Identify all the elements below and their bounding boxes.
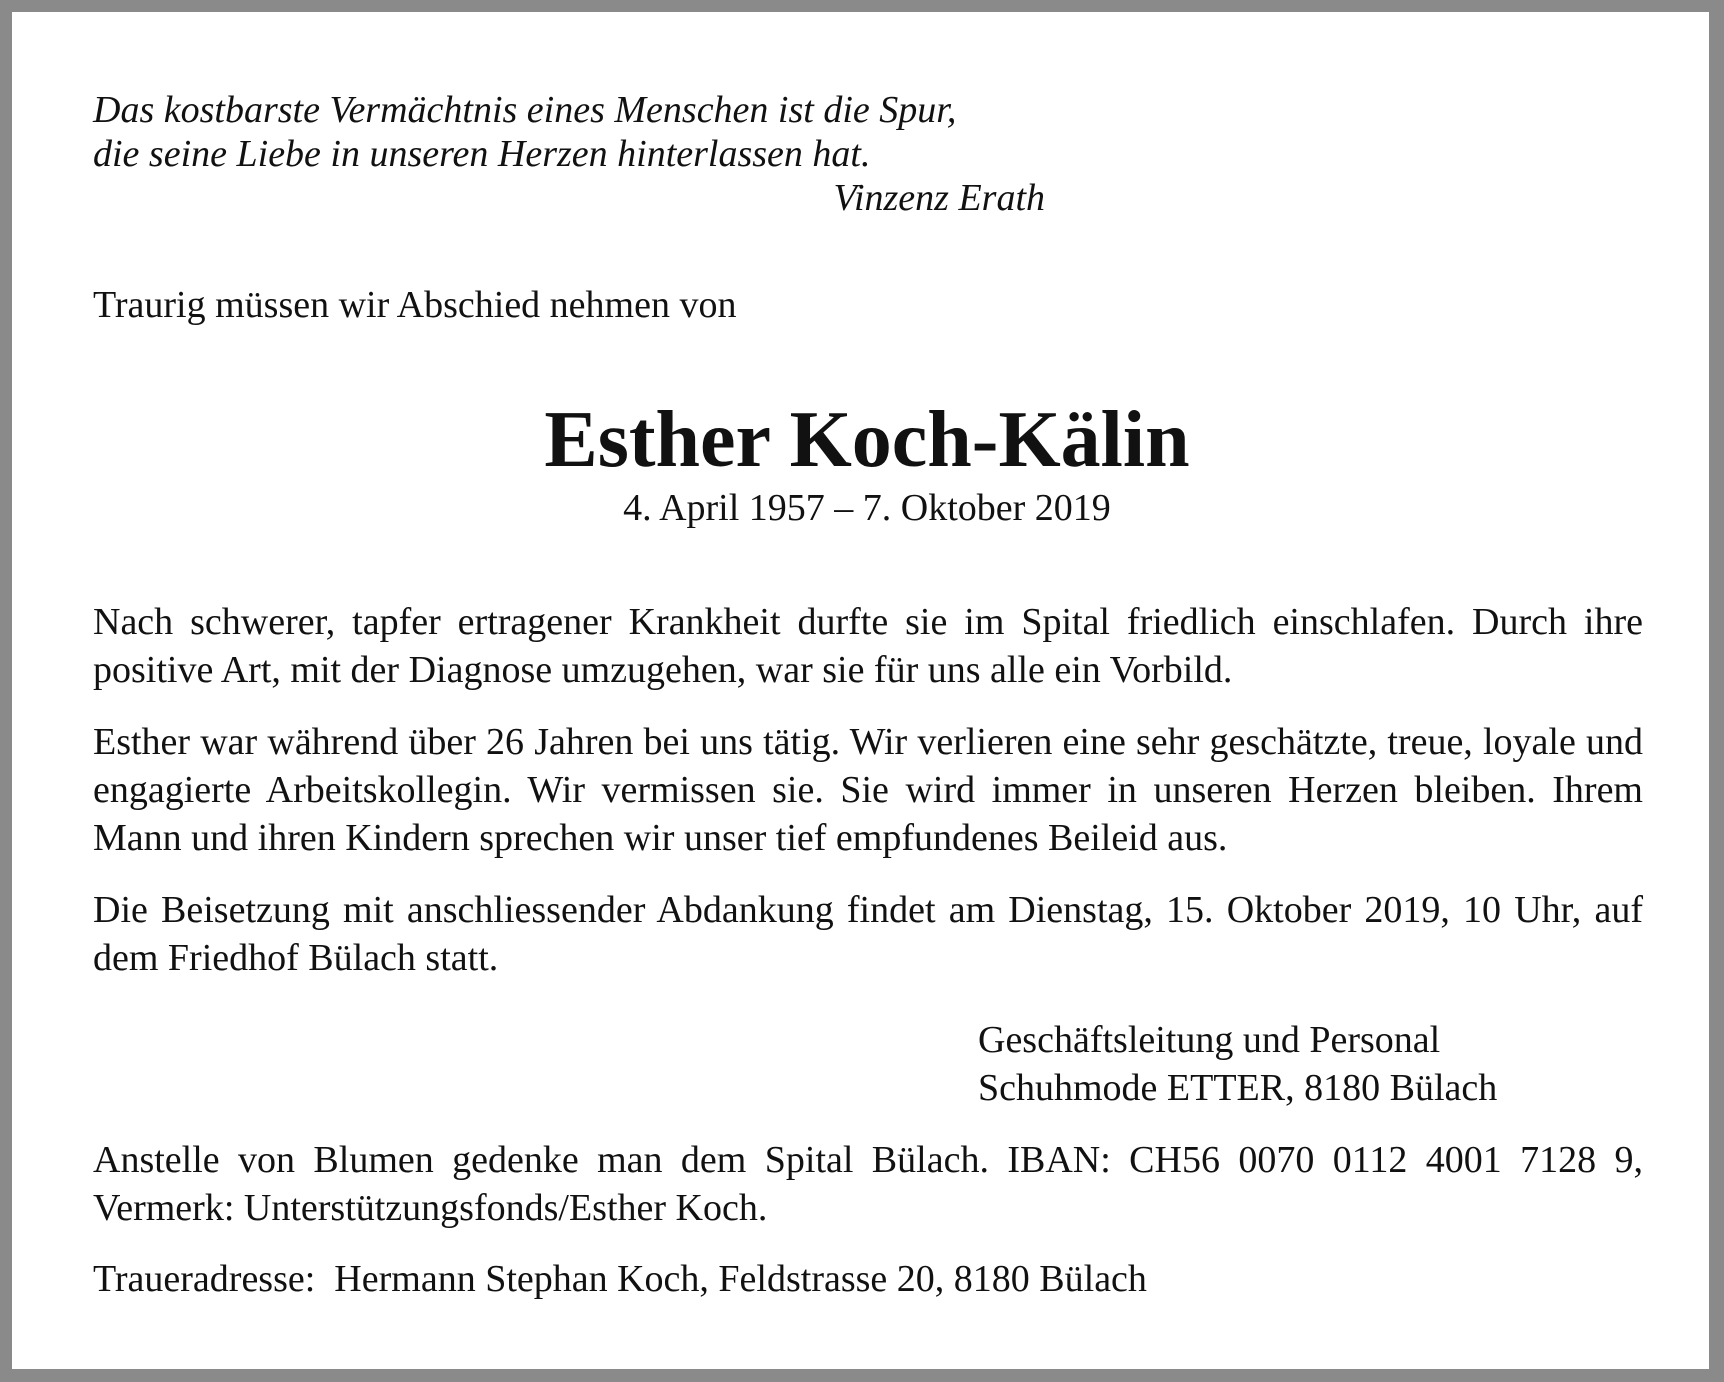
- obituary-sheet: [12, 12, 1709, 1369]
- quote-author: Vinzenz Erath: [833, 177, 1045, 219]
- mourning-address: Traueradresse: Hermann Stephan Koch, Feldstrasse 20, 8180 Bülach: [93, 1258, 1147, 1300]
- signature-block: [978, 1016, 1497, 1112]
- memorial-quote: [93, 88, 1045, 220]
- signature-line-1: Geschäftsleitung und Personal: [978, 1019, 1441, 1061]
- deceased-name: Esther Koch-Kälin: [544, 396, 1190, 484]
- donation-note: Anstelle von Blumen gedenke man dem Spital Bülach. IBAN: CH56 0070 0112 4001 7128 9, Vermerk: Unterstützungsfonds/Esther Koch.: [93, 1139, 1643, 1229]
- quote-line-1: Das kostbarste Vermächtnis eines Menschen ist die Spur,: [93, 89, 957, 131]
- paragraph-tribute: Esther war während über 26 Jahren bei uns tätig. Wir verlieren eine sehr geschätzte, treue, loyale und engagierte Arbeitskollegin. Wir vermissen sie. Sie wird immer in unseren Herzen bleiben. Ihrem Mann und ihren Kindern sprechen wir unser tief empfundenes Beileid aus.: [93, 721, 1643, 859]
- intro-text: Traurig müssen wir Abschied nehmen von: [93, 284, 737, 326]
- quote-line-2: die seine Liebe in unseren Herzen hinterlassen hat.: [93, 133, 871, 175]
- life-dates: 4. April 1957 – 7. Oktober 2019: [623, 487, 1111, 529]
- paragraph-funeral: Die Beisetzung mit anschliessender Abdankung findet am Dienstag, 15. Oktober 2019, 10 Uhr, auf dem Friedhof Bülach statt.: [93, 889, 1643, 979]
- paragraph-illness: Nach schwerer, tapfer ertragener Krankheit durfte sie im Spital friedlich einschlafen. Durch ihre positive Art, mit der Diagnose umzugehen, war sie für uns alle ein Vorbild.: [93, 601, 1643, 691]
- signature-line-2: Schuhmode ETTER, 8180 Bülach: [978, 1067, 1498, 1109]
